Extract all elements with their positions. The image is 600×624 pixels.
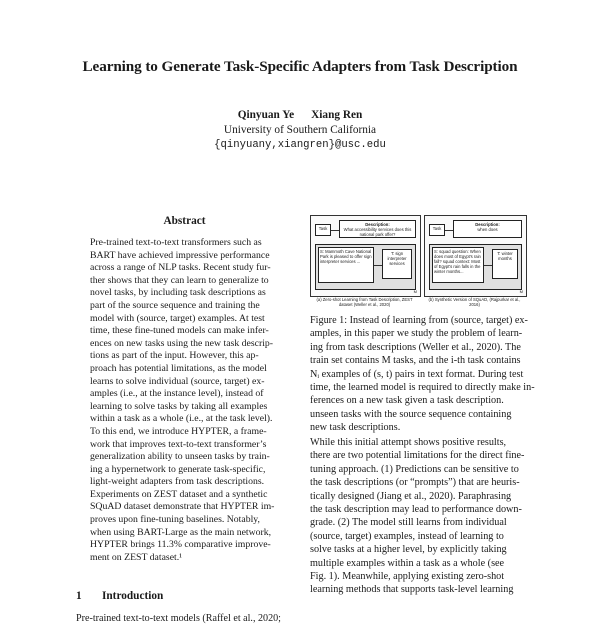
author-name: Xiang Ren — [311, 109, 363, 121]
abstract-line: amples (i.e., at the instance level), instead of — [90, 388, 264, 400]
task-label: Task — [432, 226, 442, 231]
text-line: (source, target) examples, instead of learning to — [310, 530, 504, 542]
abstract-line: SQuAD dataset demonstrate that HYPTER im- — [90, 501, 275, 513]
abstract-line: work that improves text-to-text transformer’s — [90, 438, 267, 450]
abstract-line: ing a hypernetwork to generate task-specific, — [90, 463, 266, 475]
abstract-line: ences on new tasks using the new task descrip- — [90, 337, 274, 349]
figure-panel-b — [424, 215, 527, 297]
description-label: Description: — [365, 222, 390, 227]
abstract-line: ther shows that they can learn to generalize to — [90, 274, 269, 286]
caption-line: Nᵢ examples of (s, t) pairs in text format. During test — [310, 368, 524, 380]
caption-line: amples, in this paper we study the problem of learn- — [310, 328, 523, 340]
task-box — [429, 224, 445, 236]
figure-subcaption-a: (a) Zero-shot Learning from Task Description, ZEST dataset (Weller et al., 2020) — [316, 297, 413, 307]
m-label: M — [413, 289, 417, 294]
caption-line: train set contains M tasks, and the i-th task contains — [310, 355, 521, 367]
text-line: the task descriptions (or “prompts”) that are heuris- — [310, 477, 520, 489]
text-line: new task descriptions. — [310, 422, 401, 434]
description-text: when does — [477, 227, 498, 232]
task-box — [315, 224, 331, 236]
task-label: Task — [318, 226, 328, 231]
abstract-line: ment on ZEST dataset.¹ — [90, 551, 183, 563]
text-line: the task description may lead to performance down- — [310, 504, 522, 516]
author-name: Qinyuan Ye — [237, 109, 295, 121]
text-line: solve tasks at a higher level, by explicitly taking — [310, 544, 507, 556]
figure-panel-a — [310, 215, 421, 297]
figure-subcaption-b: (b) Synthetic Version of SQuAD, (Rajpurkar et al., 2016) — [428, 297, 521, 307]
abstract-line: learns to solve individual (source, target) ex- — [90, 375, 265, 387]
abstract-line: proves upon fine-tuning baselines. Notably, — [90, 514, 260, 526]
abstract-line: learning to solve tasks by taking all examples — [90, 400, 268, 412]
abstract-line: generalization ability to unseen tasks by train- — [90, 451, 270, 463]
description-label: Description: — [475, 222, 500, 227]
abstract-line: model with (source, target) examples. At test — [90, 312, 265, 324]
target-text: T: winter months — [497, 251, 513, 261]
text-line: Fig. 1). Meanwhile, applying existing zero-shot — [310, 571, 505, 583]
source-text: S: Mammoth Cave National Park is pleased to offer sign interpreter services ... — [320, 249, 372, 264]
source-box — [318, 247, 374, 283]
abstract-line: across a range of NLP tasks. Recent study fur- — [90, 262, 271, 274]
text-line: tically designed (Jiang et al., 2020). Paraphrasing — [310, 490, 512, 502]
abstract-line: novel tasks, by including task descriptions as — [90, 287, 266, 299]
abstract-line: time, these fine-tuned models can make infer- — [90, 325, 269, 337]
text-line: multiple examples within a task as a whole (see — [310, 557, 505, 569]
target-text: T: sign interpreter services — [387, 251, 407, 266]
target-box — [492, 249, 518, 279]
abstract-line: proach has potential limitations, as the model — [90, 362, 267, 374]
paragraph — [310, 408, 525, 435]
paper-title: Learning to Generate Task-Specific Adapters from Task Description — [82, 58, 518, 75]
text-line: unseen tasks with the source sequence containing — [310, 409, 512, 420]
author-email: {qinyuany,xiangren}@usc.edu — [214, 139, 386, 151]
arrow-icon — [331, 230, 339, 231]
caption-line: time, the learned model is required to directly make in- — [310, 382, 535, 394]
abstract-line: within a task as a whole (i.e., at the task level). — [90, 413, 273, 425]
abstract-line: light-weight adapters from task descriptions. — [90, 476, 265, 488]
abstract-line: Pre-trained text-to-text transformers such as — [90, 237, 262, 248]
abstract-body — [90, 237, 291, 564]
m-label: M — [519, 289, 523, 294]
paragraph — [310, 436, 525, 597]
abstract-line: HYPTER brings 11.3% comparative improve- — [90, 539, 271, 551]
caption-line: ing from task descriptions (Weller et al., 2020). The — [310, 341, 521, 353]
abstract-line: part of the source sequence and training the — [90, 299, 260, 311]
arrow-icon — [374, 265, 382, 266]
arrow-icon — [484, 265, 492, 266]
text-line: tuning approach. (1) Predictions can be sensitive to — [310, 463, 519, 475]
text-line: learning methods that supports task-level learning — [310, 584, 514, 596]
caption-line: ferences on a new task given a task description. — [310, 395, 504, 407]
intro-first-line: Pre-trained text-to-text models (Raffel et al., 2020; — [76, 613, 281, 624]
section-number: 1 — [76, 590, 82, 602]
source-box — [432, 247, 484, 283]
abstract-line: tions as part of the input. However, this ap- — [90, 350, 259, 362]
abstract-line: when using BART-Large as the main network, — [90, 526, 272, 538]
section-heading-introduction — [76, 590, 163, 602]
abstract-line: To this end, we introduce HYPTER, a frame- — [90, 425, 267, 437]
figure-caption — [310, 314, 535, 408]
target-box — [382, 249, 412, 279]
arrow-icon — [445, 230, 453, 231]
abstract-line: Experiments on ZEST dataset and a synthetic — [90, 488, 268, 500]
section-title: Introduction — [102, 590, 164, 602]
author-list — [0, 109, 600, 121]
abstract-heading: Abstract — [163, 215, 206, 227]
source-text: S: squad question: When does most of Egypt's rain fall? squad context: Most of Egypt's rain falls in the winter months... — [434, 249, 481, 274]
description-box — [339, 220, 416, 238]
affiliation: University of Southern California — [223, 124, 377, 136]
text-line: While this initial attempt shows positive results, — [310, 437, 507, 448]
text-line: there are two potential limitations for the direct fine- — [310, 450, 525, 462]
text-line: grade. (2) The model still learns from individual — [310, 517, 507, 529]
abstract-line: BART have achieved impressive performance — [90, 249, 270, 261]
description-text: What accessibility services does this national park offer? — [343, 227, 412, 237]
caption-line: Figure 1: Instead of learning from (source, target) ex- — [310, 315, 528, 326]
description-box — [453, 220, 522, 238]
